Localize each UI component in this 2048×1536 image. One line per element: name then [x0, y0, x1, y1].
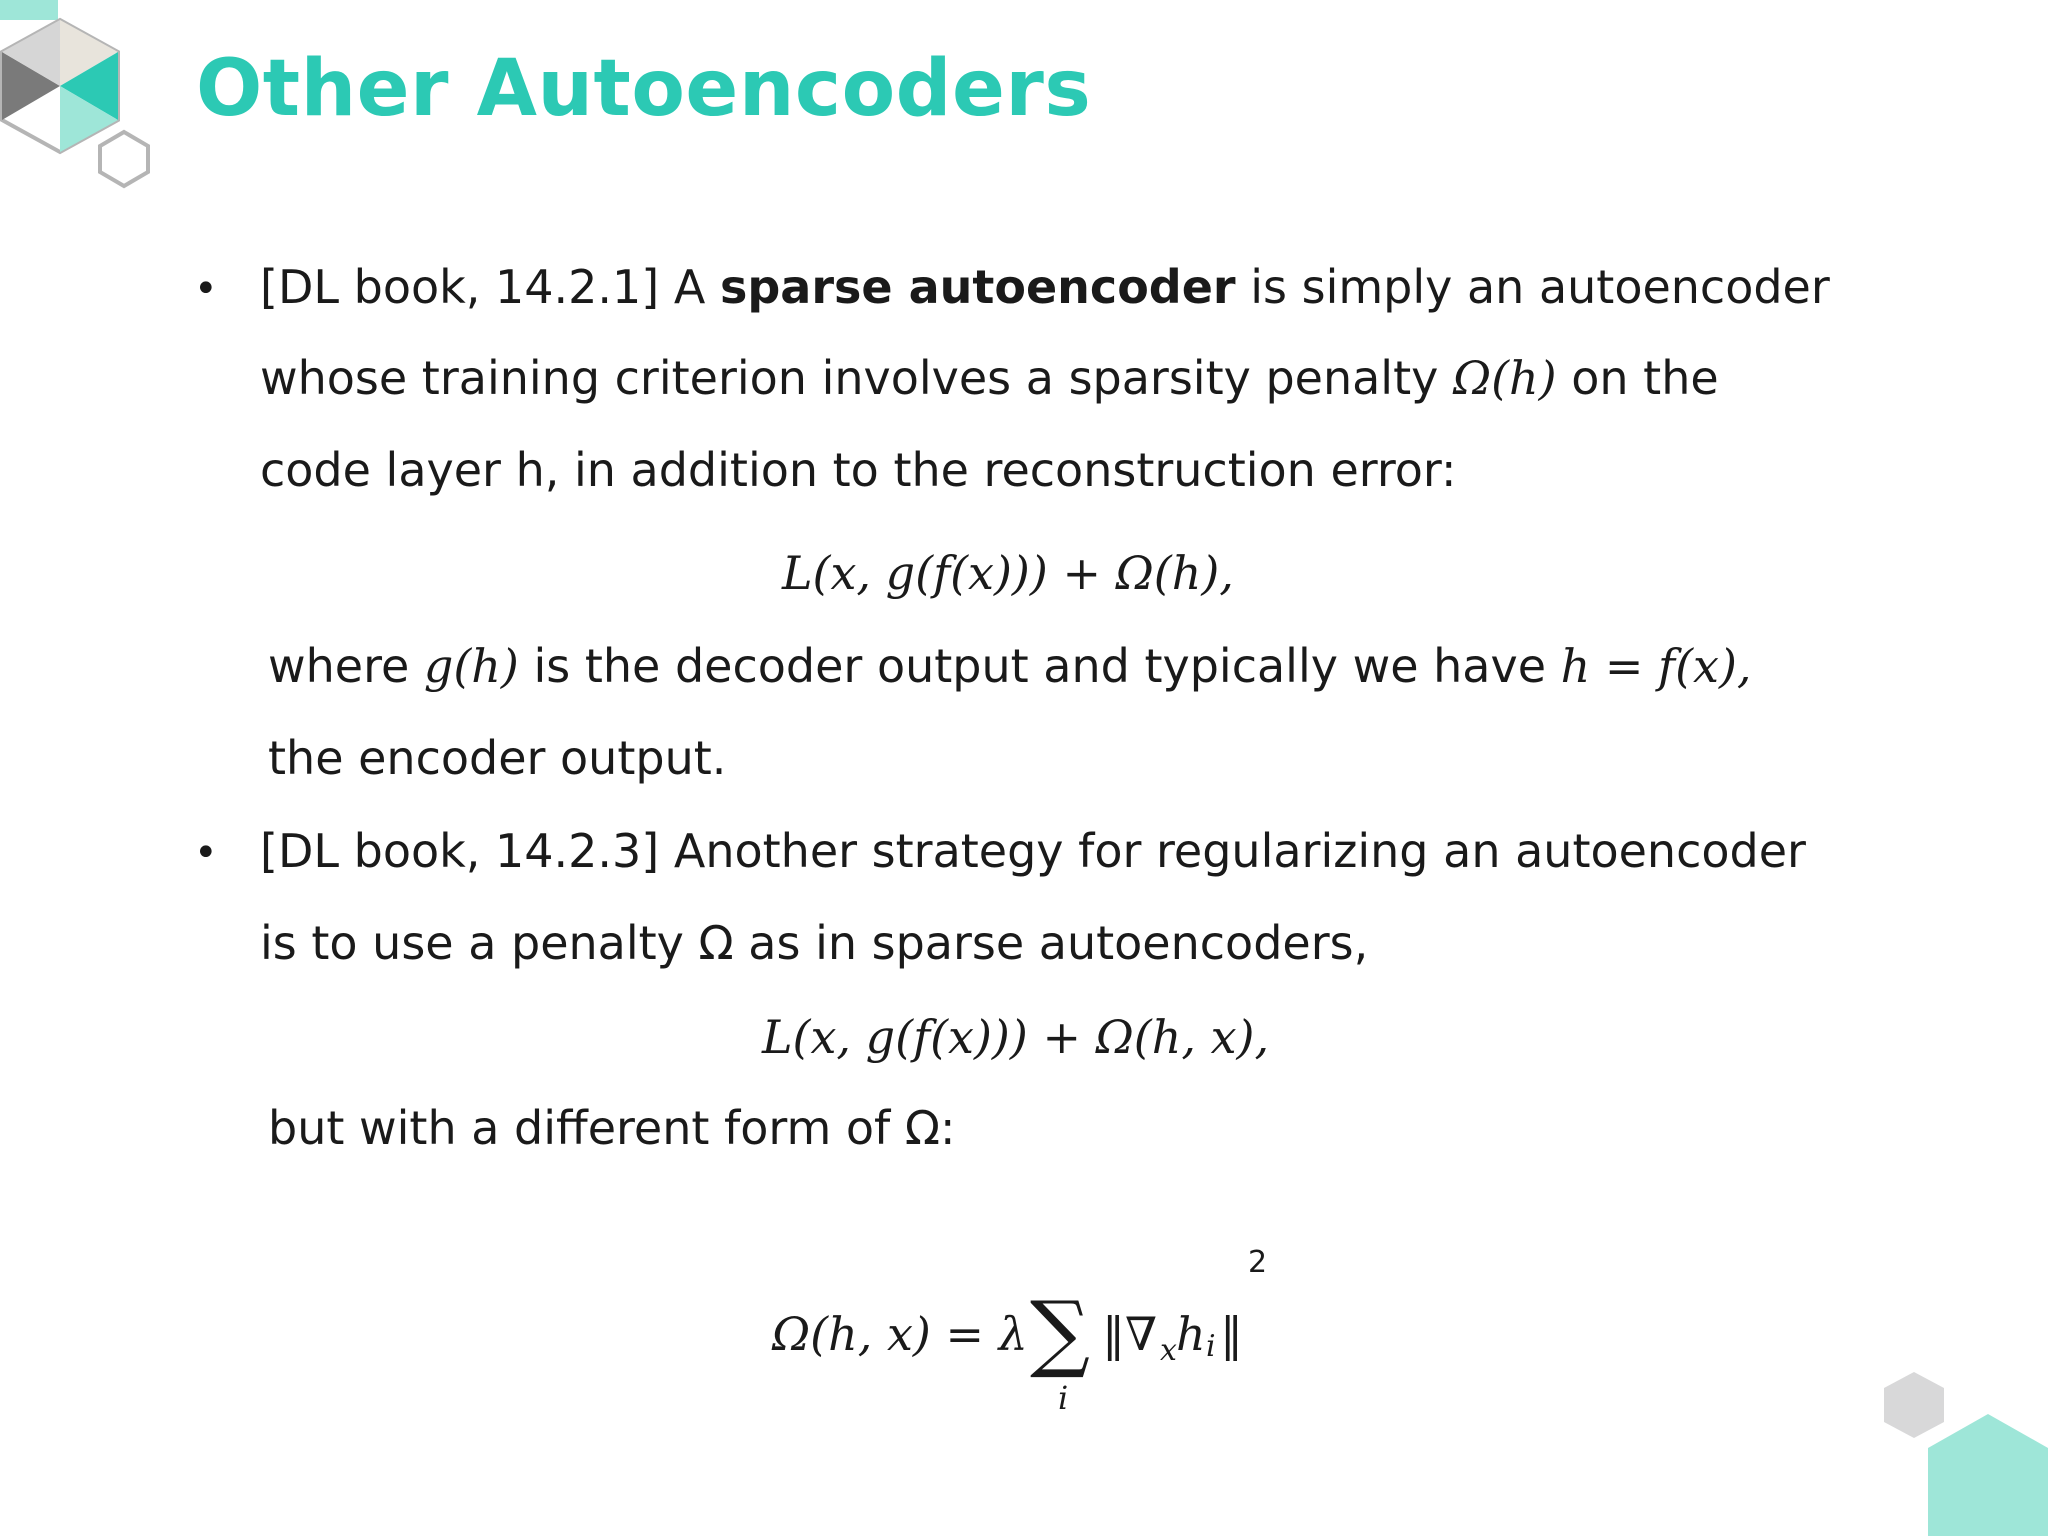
summation-symbol: ∑: [1030, 1283, 1090, 1381]
bullet1-line2: [260, 351, 1719, 405]
bullet1-text: is the decoder output and typically we have: [518, 639, 1561, 693]
slide-title: Other Autoencoders: [196, 44, 1092, 134]
equation-omega-penalty: [772, 1245, 1292, 1425]
bullet1-text: on the: [1556, 351, 1719, 405]
bullet1-line3: code layer h, in addition to the reconstruction error:: [260, 443, 1457, 497]
bullet1-text: is simply an autoencoder: [1235, 260, 1830, 314]
bullet1-bold-term: sparse autoencoder: [719, 260, 1236, 314]
omega-lhs: Ω(h, x) = λ: [772, 1307, 1028, 1361]
bullet1-after2: the encoder output.: [268, 731, 727, 785]
bullet1-text: where: [268, 639, 424, 693]
bullet1-line1: [260, 260, 1830, 314]
hexagon-decoration-icon: [1848, 1366, 2048, 1536]
gradient-subscript: x: [1160, 1333, 1177, 1368]
norm-close: ‖: [1220, 1307, 1243, 1361]
bullet1-after1: [268, 639, 1752, 693]
bullet-marker: •: [194, 266, 218, 312]
bullet2-line2: is to use a penalty Ω as in sparse autoencoders,: [260, 916, 1369, 970]
hexagon-logo-icon: [0, 0, 160, 200]
bullet1-text: [DL book, 14.2.1] A: [260, 260, 720, 314]
summation-index: i: [1058, 1379, 1069, 1417]
inline-math: h = f(x),: [1560, 639, 1752, 693]
exponent: 2: [1248, 1245, 1268, 1280]
bullet2-line1: [DL book, 14.2.3] Another strategy for regularizing an autoencoder: [260, 824, 1806, 878]
bullet2-after1: but with a different form of Ω:: [268, 1101, 956, 1155]
norm-open: ‖∇: [1102, 1307, 1158, 1361]
inline-math: Ω(h): [1452, 351, 1557, 405]
bullet-marker: •: [194, 830, 218, 876]
inline-math: g(h): [423, 639, 519, 693]
variable-subscript: i: [1206, 1329, 1216, 1364]
equation-contractive-loss: L(x, g(f(x))) + Ω(h, x),: [762, 1010, 1270, 1064]
norm-variable: h: [1176, 1307, 1206, 1361]
equation-sparse-loss: L(x, g(f(x))) + Ω(h),: [782, 546, 1234, 600]
bullet1-text: whose training criterion involves a sparsity penalty: [260, 351, 1453, 405]
